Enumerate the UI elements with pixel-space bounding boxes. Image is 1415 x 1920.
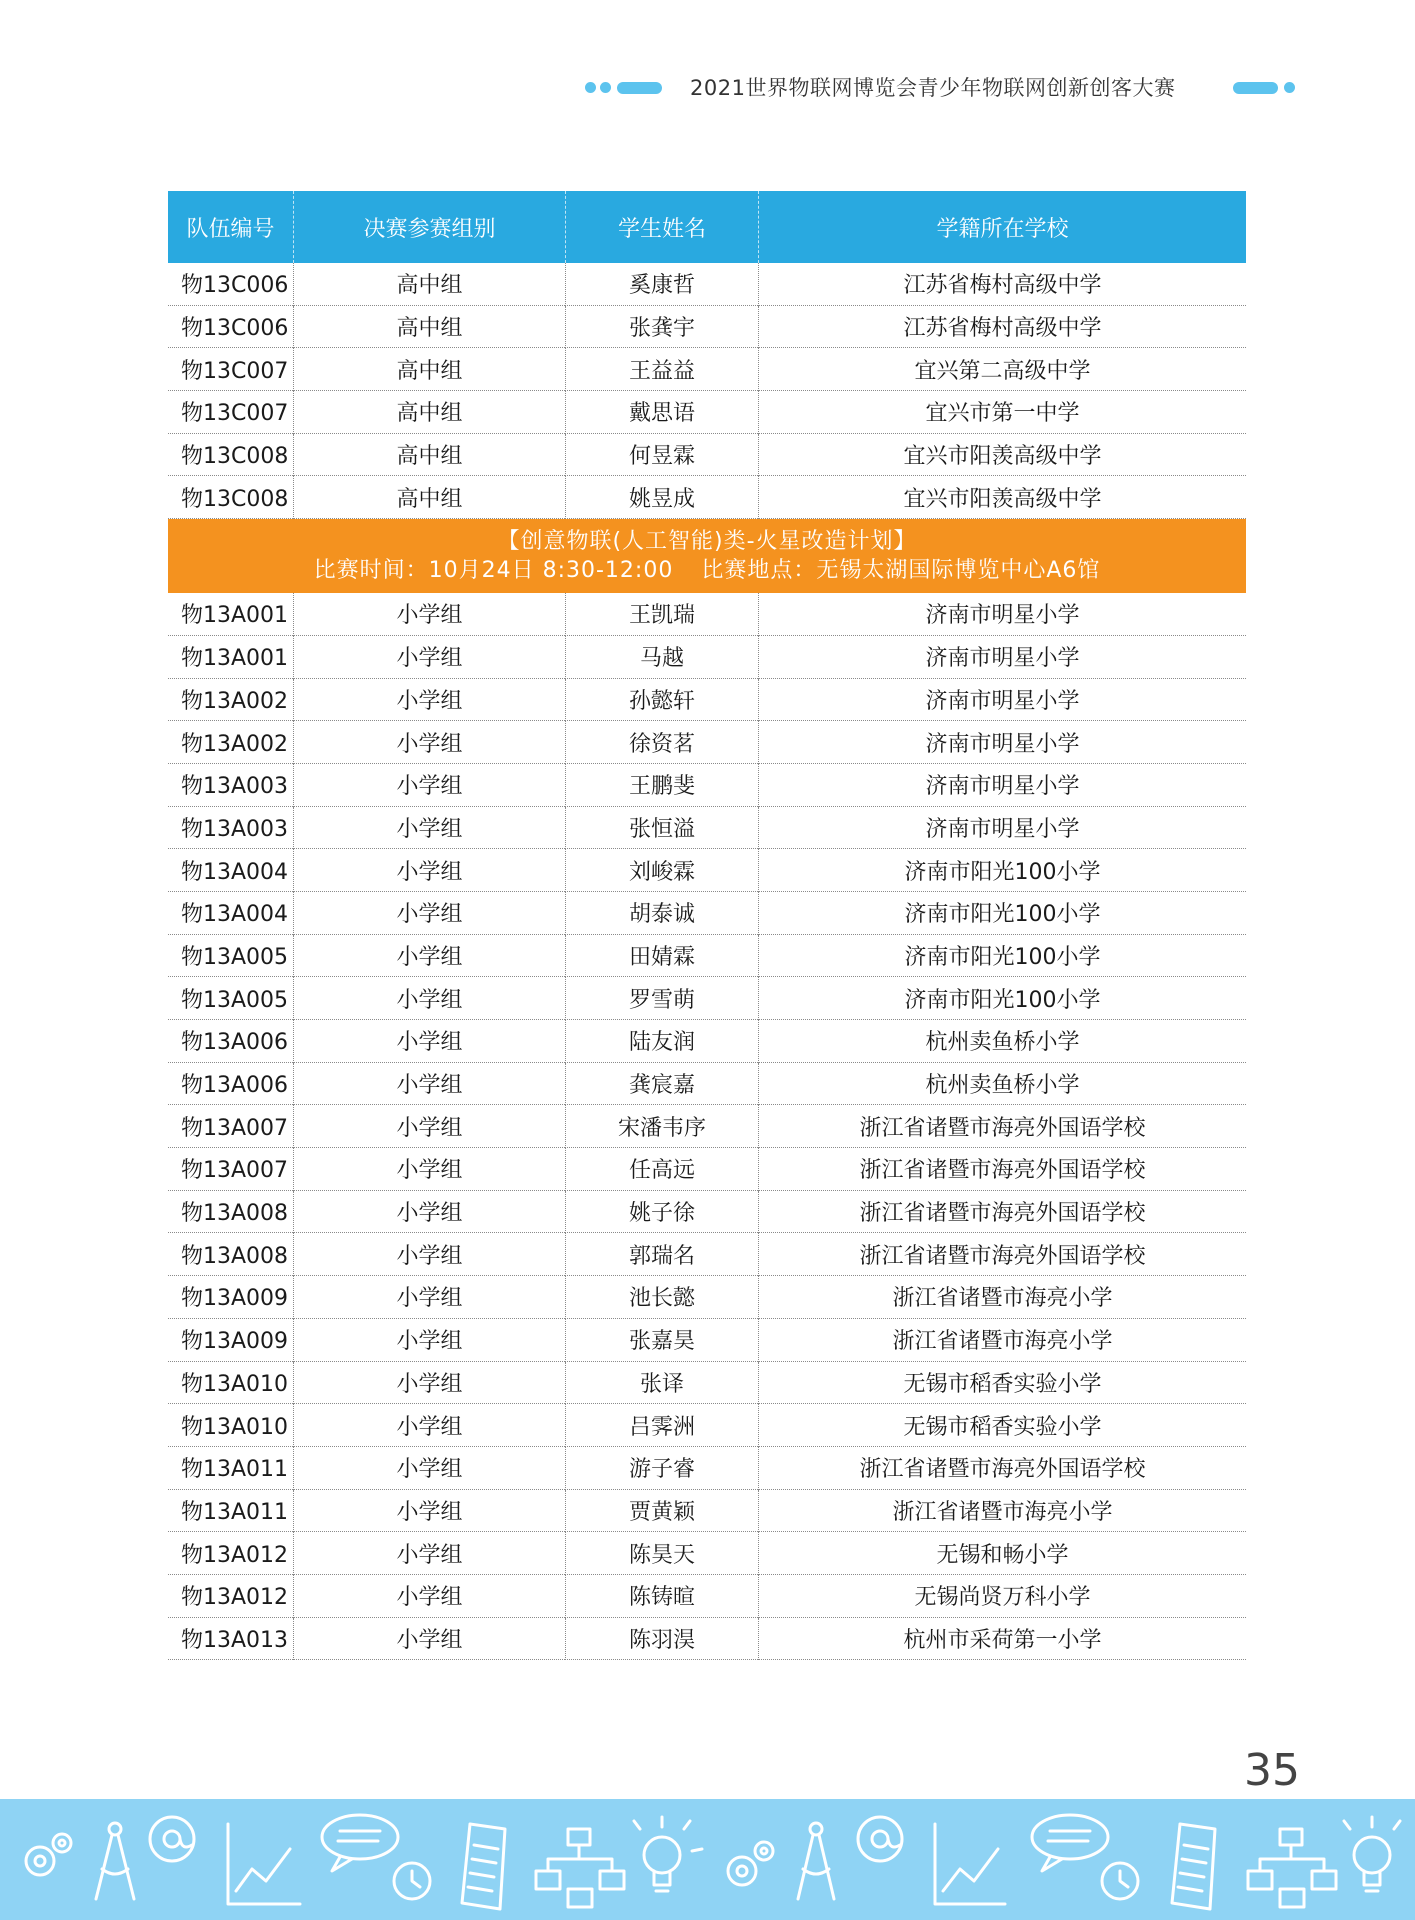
- group-cell: 小学组: [293, 1362, 565, 1405]
- team-id-cell: 物13A009: [168, 1319, 293, 1362]
- group-cell: 高中组: [293, 263, 565, 306]
- group-cell: 小学组: [293, 764, 565, 807]
- group-cell: 小学组: [293, 1490, 565, 1533]
- document-icon: [462, 1824, 505, 1909]
- table-row: [168, 764, 1246, 807]
- student-name-cell: 郭瑞名: [565, 1233, 758, 1276]
- school-cell: 浙江省诸暨市海亮外国语学校: [758, 1191, 1246, 1234]
- group-cell: 小学组: [293, 849, 565, 892]
- group-cell: 小学组: [293, 1404, 565, 1447]
- team-id-cell: 物13A006: [168, 1020, 293, 1063]
- student-name-cell: 张龚宇: [565, 306, 758, 349]
- school-cell: 济南市明星小学: [758, 636, 1246, 679]
- school-cell: 江苏省梅村高级中学: [758, 263, 1246, 306]
- speech-bubble-icon: [1032, 1815, 1108, 1871]
- line-chart-icon: [228, 1824, 300, 1904]
- group-cell: 小学组: [293, 721, 565, 764]
- team-id-cell: 物13A003: [168, 807, 293, 850]
- page-number: 35: [1244, 1745, 1300, 1796]
- table-row: [168, 1404, 1246, 1447]
- gears-icon: [728, 1842, 773, 1885]
- gears-icon: [26, 1834, 71, 1875]
- school-cell: 济南市阳光100小学: [758, 892, 1246, 935]
- group-cell: 小学组: [293, 1575, 565, 1618]
- student-name-cell: 宋潘韦序: [565, 1105, 758, 1148]
- team-id-cell: 物13C006: [168, 306, 293, 349]
- team-id-cell: 物13A006: [168, 1063, 293, 1106]
- table-row: [168, 306, 1246, 349]
- student-name-cell: 王凯瑞: [565, 593, 758, 636]
- table-row: [168, 391, 1246, 434]
- student-name-cell: 徐资茗: [565, 721, 758, 764]
- school-cell: 宜兴第二高级中学: [758, 348, 1246, 391]
- group-cell: 小学组: [293, 1276, 565, 1319]
- lightbulb-icon: [634, 1817, 702, 1891]
- team-id-cell: 物13A004: [168, 849, 293, 892]
- school-cell: 杭州卖鱼桥小学: [758, 1063, 1246, 1106]
- team-id-cell: 物13A002: [168, 721, 293, 764]
- student-name-cell: 田婧霖: [565, 935, 758, 978]
- team-id-cell: 物13A012: [168, 1532, 293, 1575]
- student-name-cell: 刘峻霖: [565, 849, 758, 892]
- section-banner: [168, 519, 1246, 593]
- table-row: [168, 1575, 1246, 1618]
- table-row: [168, 476, 1246, 519]
- school-cell: 济南市明星小学: [758, 721, 1246, 764]
- table-row: [168, 593, 1246, 636]
- group-cell: 小学组: [293, 593, 565, 636]
- clock-icon: [1102, 1863, 1138, 1899]
- table-row: [168, 636, 1246, 679]
- table-row: [168, 1532, 1246, 1575]
- group-cell: 小学组: [293, 636, 565, 679]
- student-name-cell: 罗雪萌: [565, 977, 758, 1020]
- team-id-cell: 物13C007: [168, 348, 293, 391]
- team-id-cell: 物13A010: [168, 1404, 293, 1447]
- group-cell: 高中组: [293, 476, 565, 519]
- student-name-cell: 陈羽淏: [565, 1618, 758, 1661]
- table-row: [168, 1276, 1246, 1319]
- group-cell: 小学组: [293, 1148, 565, 1191]
- school-cell: 无锡市稻香实验小学: [758, 1404, 1246, 1447]
- team-id-cell: 物13C008: [168, 434, 293, 477]
- school-cell: 浙江省诸暨市海亮外国语学校: [758, 1233, 1246, 1276]
- group-cell: 小学组: [293, 1191, 565, 1234]
- group-cell: 小学组: [293, 1233, 565, 1276]
- compass-icon: [798, 1823, 834, 1899]
- table-row: [168, 721, 1246, 764]
- school-cell: 济南市明星小学: [758, 593, 1246, 636]
- table-row: [168, 1362, 1246, 1405]
- school-cell: 济南市明星小学: [758, 807, 1246, 850]
- team-id-cell: 物13C008: [168, 476, 293, 519]
- student-name-cell: 张译: [565, 1362, 758, 1405]
- flowchart-icon: [1248, 1829, 1336, 1907]
- group-cell: 小学组: [293, 1532, 565, 1575]
- table-row: [168, 1233, 1246, 1276]
- section-title: 【创意物联(人工智能)类-火星改造计划】: [497, 529, 917, 555]
- school-cell: 宜兴市阳羡高级中学: [758, 434, 1246, 477]
- group-cell: 小学组: [293, 1319, 565, 1362]
- team-id-cell: 物13C006: [168, 263, 293, 306]
- group-cell: 小学组: [293, 1618, 565, 1661]
- table-header: [168, 191, 1246, 263]
- school-cell: 济南市阳光100小学: [758, 977, 1246, 1020]
- table-row: [168, 263, 1246, 306]
- student-name-cell: 马越: [565, 636, 758, 679]
- group-cell: 小学组: [293, 807, 565, 850]
- header-title: 2021世界物联网博览会青少年物联网创新创客大赛: [690, 76, 1176, 100]
- table-row: [168, 849, 1246, 892]
- table-body-lower: [168, 593, 1246, 1660]
- team-id-cell: 物13A005: [168, 977, 293, 1020]
- school-cell: 济南市阳光100小学: [758, 849, 1246, 892]
- student-name-cell: 张恒溢: [565, 807, 758, 850]
- school-cell: 浙江省诸暨市海亮小学: [758, 1490, 1246, 1533]
- table-row: [168, 977, 1246, 1020]
- table-row: [168, 1447, 1246, 1490]
- table-row: [168, 1319, 1246, 1362]
- school-cell: 杭州市采荷第一小学: [758, 1618, 1246, 1661]
- group-cell: 高中组: [293, 348, 565, 391]
- table-row: [168, 935, 1246, 978]
- student-name-cell: 何昱霖: [565, 434, 758, 477]
- group-cell: 高中组: [293, 391, 565, 434]
- team-id-cell: 物13A011: [168, 1490, 293, 1533]
- table-row: [168, 1618, 1246, 1661]
- table-row: [168, 1063, 1246, 1106]
- team-id-cell: 物13A005: [168, 935, 293, 978]
- team-id-cell: 物13C007: [168, 391, 293, 434]
- table-row: [168, 1020, 1246, 1063]
- team-id-cell: 物13A002: [168, 679, 293, 722]
- footer-band: [0, 1799, 1415, 1920]
- student-name-cell: 王鹏斐: [565, 764, 758, 807]
- team-id-cell: 物13A001: [168, 636, 293, 679]
- school-cell: 济南市明星小学: [758, 764, 1246, 807]
- table-row: [168, 892, 1246, 935]
- student-name-cell: 戴思语: [565, 391, 758, 434]
- student-name-cell: 陆友润: [565, 1020, 758, 1063]
- group-cell: 高中组: [293, 434, 565, 477]
- flowchart-icon: [536, 1829, 624, 1907]
- school-cell: 浙江省诸暨市海亮外国语学校: [758, 1148, 1246, 1191]
- team-id-cell: 物13A008: [168, 1233, 293, 1276]
- group-cell: 小学组: [293, 892, 565, 935]
- school-cell: 浙江省诸暨市海亮小学: [758, 1319, 1246, 1362]
- school-cell: 宜兴市第一中学: [758, 391, 1246, 434]
- student-name-cell: 陈昊天: [565, 1532, 758, 1575]
- student-name-cell: 任高远: [565, 1148, 758, 1191]
- at-sign-icon: [858, 1817, 902, 1861]
- student-name-cell: 姚子徐: [565, 1191, 758, 1234]
- group-cell: 小学组: [293, 935, 565, 978]
- team-id-cell: 物13A007: [168, 1105, 293, 1148]
- compass-icon: [96, 1823, 134, 1899]
- table-row: [168, 348, 1246, 391]
- document-icon: [1172, 1824, 1215, 1909]
- student-name-cell: 姚昱成: [565, 476, 758, 519]
- team-id-cell: 物13A001: [168, 593, 293, 636]
- group-cell: 小学组: [293, 1020, 565, 1063]
- school-cell: 杭州卖鱼桥小学: [758, 1020, 1246, 1063]
- group-cell: 小学组: [293, 1447, 565, 1490]
- group-cell: 小学组: [293, 679, 565, 722]
- school-cell: 江苏省梅村高级中学: [758, 306, 1246, 349]
- table-row: [168, 1490, 1246, 1533]
- table-row: [168, 1191, 1246, 1234]
- school-cell: 无锡尚贤万科小学: [758, 1575, 1246, 1618]
- results-table: [168, 191, 1246, 1660]
- school-cell: 无锡和畅小学: [758, 1532, 1246, 1575]
- school-cell: 浙江省诸暨市海亮外国语学校: [758, 1105, 1246, 1148]
- table-row: [168, 1105, 1246, 1148]
- team-id-cell: 物13A004: [168, 892, 293, 935]
- group-cell: 小学组: [293, 1105, 565, 1148]
- table-row: [168, 807, 1246, 850]
- student-name-cell: 池长懿: [565, 1276, 758, 1319]
- team-id-cell: 物13A013: [168, 1618, 293, 1661]
- student-name-cell: 贾黄颖: [565, 1490, 758, 1533]
- clock-icon: [394, 1863, 430, 1899]
- column-header-team-id: 队伍编号: [186, 216, 275, 242]
- column-header-school: 学籍所在学校: [758, 191, 1246, 263]
- group-cell: 小学组: [293, 977, 565, 1020]
- student-name-cell: 陈铸暄: [565, 1575, 758, 1618]
- lightbulb-icon: [1344, 1817, 1400, 1891]
- student-name-cell: 游子睿: [565, 1447, 758, 1490]
- school-cell: 宜兴市阳羡高级中学: [758, 476, 1246, 519]
- table-row: [168, 679, 1246, 722]
- section-time: 比赛时间：10月24日 8:30-12:00: [313, 558, 674, 584]
- team-id-cell: 物13A012: [168, 1575, 293, 1618]
- student-name-cell: 胡泰诚: [565, 892, 758, 935]
- student-name-cell: 奚康哲: [565, 263, 758, 306]
- student-name-cell: 龚宸嘉: [565, 1063, 758, 1106]
- team-id-cell: 物13A009: [168, 1276, 293, 1319]
- team-id-cell: 物13A011: [168, 1447, 293, 1490]
- group-cell: 高中组: [293, 306, 565, 349]
- school-cell: 浙江省诸暨市海亮外国语学校: [758, 1447, 1246, 1490]
- at-sign-icon: [150, 1817, 194, 1861]
- column-header-student-name: 学生姓名: [565, 191, 758, 263]
- school-cell: 无锡市稻香实验小学: [758, 1362, 1246, 1405]
- team-id-cell: 物13A007: [168, 1148, 293, 1191]
- table-body-upper: [168, 263, 1246, 519]
- team-id-cell: 物13A010: [168, 1362, 293, 1405]
- team-id-cell: 物13A008: [168, 1191, 293, 1234]
- group-cell: 小学组: [293, 1063, 565, 1106]
- team-id-cell: 物13A003: [168, 764, 293, 807]
- school-cell: 济南市阳光100小学: [758, 935, 1246, 978]
- speech-bubble-icon: [322, 1815, 398, 1871]
- student-name-cell: 王益益: [565, 348, 758, 391]
- school-cell: 济南市明星小学: [758, 679, 1246, 722]
- school-cell: 浙江省诸暨市海亮小学: [758, 1276, 1246, 1319]
- student-name-cell: 吕霁洲: [565, 1404, 758, 1447]
- column-header-group: 决赛参赛组别: [293, 191, 565, 263]
- line-chart-icon: [935, 1824, 1005, 1904]
- student-name-cell: 孙懿轩: [565, 679, 758, 722]
- table-row: [168, 434, 1246, 477]
- student-name-cell: 张嘉昊: [565, 1319, 758, 1362]
- table-row: [168, 1148, 1246, 1191]
- section-location: 比赛地点：无锡太湖国际博览中心A6馆: [701, 558, 1101, 584]
